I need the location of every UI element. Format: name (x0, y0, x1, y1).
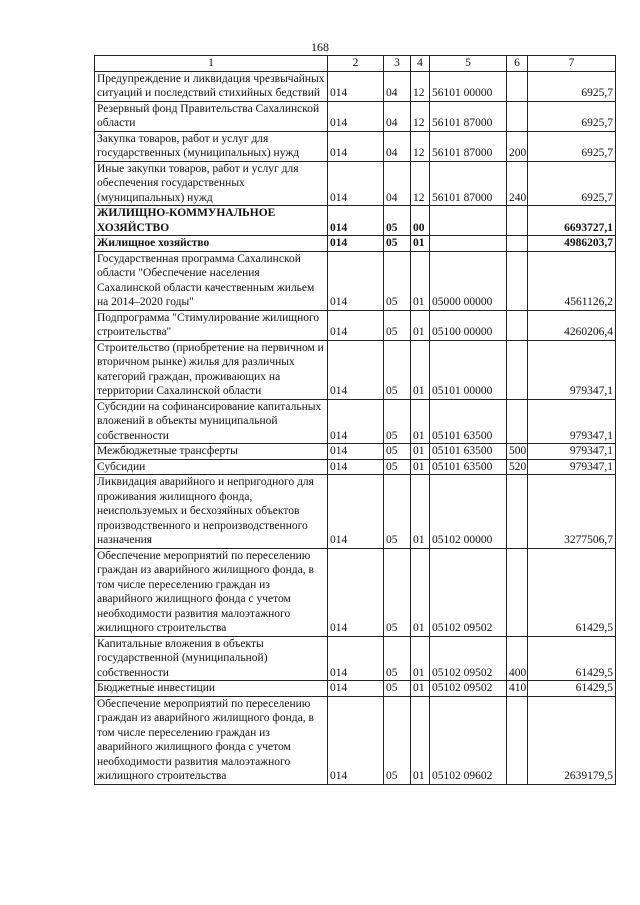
subsection-cell: 01 (411, 636, 430, 681)
target-article-cell: 05102 09602 (430, 696, 507, 784)
subsection-cell: 12 (411, 161, 430, 206)
table-row (95, 340, 616, 399)
target-article-cell: 05100 00000 (430, 310, 507, 340)
target-article-cell: 05102 09502 (430, 636, 507, 681)
admin-code-cell: 014 (328, 548, 384, 636)
target-article-cell: 56101 87000 (430, 101, 507, 131)
target-article-cell: 05101 63500 (430, 459, 507, 475)
subsection-cell: 01 (411, 696, 430, 784)
admin-code-cell: 014 (328, 71, 384, 101)
target-article-cell: 05102 09502 (430, 681, 507, 697)
target-article-cell: 05101 00000 (430, 340, 507, 399)
admin-code-cell: 014 (328, 636, 384, 681)
target-article-cell: 56101 87000 (430, 161, 507, 206)
subsection-cell: 12 (411, 71, 430, 101)
amount-cell: 3277506,7 (528, 475, 616, 549)
expense-type-cell (507, 340, 528, 399)
expense-type-cell (507, 236, 528, 252)
row-name-cell: Иные закупки товаров, работ и услуг для обеспечения государственных (муниципальных) нужд (95, 161, 328, 206)
row-name-cell: ЖИЛИЩНО-КОММУНАЛЬНОЕ ХОЗЯЙСТВО (95, 206, 328, 236)
expense-type-cell: 410 (507, 681, 528, 697)
row-name-cell: Предупреждение и ликвидация чрезвычайных ситуаций и последствий стихийных бедствий (95, 71, 328, 101)
column-header: 3 (384, 56, 411, 72)
target-article-cell: 05102 00000 (430, 475, 507, 549)
expense-type-cell (507, 399, 528, 444)
section-cell: 04 (384, 161, 411, 206)
row-name-cell: Строительство (приобретение на первичном и вторичном рынке) жилья для различных категорий граждан, проживающих на территории Сахалинской области (95, 340, 328, 399)
expense-type-cell (507, 71, 528, 101)
expense-type-cell (507, 548, 528, 636)
amount-cell: 4260206,4 (528, 310, 616, 340)
row-name-cell: Субсидии (95, 459, 328, 475)
target-article-cell: 56101 00000 (430, 71, 507, 101)
target-article-cell (430, 206, 507, 236)
expense-type-cell (507, 251, 528, 310)
amount-cell: 4561126,2 (528, 251, 616, 310)
section-cell: 05 (384, 459, 411, 475)
expense-type-cell: 200 (507, 131, 528, 161)
budget-table (94, 55, 616, 785)
column-header: 7 (528, 56, 616, 72)
amount-cell: 6925,7 (528, 71, 616, 101)
table-row (95, 696, 616, 784)
section-cell: 05 (384, 696, 411, 784)
target-article-cell: 05101 63500 (430, 399, 507, 444)
target-article-cell: 05101 63500 (430, 444, 507, 460)
amount-cell: 979347,1 (528, 399, 616, 444)
amount-cell: 6693727,1 (528, 206, 616, 236)
amount-cell: 61429,5 (528, 548, 616, 636)
amount-cell: 61429,5 (528, 681, 616, 697)
amount-cell: 979347,1 (528, 459, 616, 475)
expense-type-cell (507, 475, 528, 549)
admin-code-cell: 014 (328, 310, 384, 340)
section-cell: 05 (384, 475, 411, 549)
row-name-cell: Подпрограмма "Стимулирование жилищного строительства" (95, 310, 328, 340)
amount-cell: 2639179,5 (528, 696, 616, 784)
admin-code-cell: 014 (328, 475, 384, 549)
subsection-cell: 01 (411, 459, 430, 475)
admin-code-cell: 014 (328, 206, 384, 236)
table-row (95, 459, 616, 475)
section-cell: 05 (384, 236, 411, 252)
amount-cell: 4986203,7 (528, 236, 616, 252)
subsection-cell: 01 (411, 340, 430, 399)
page-number: 168 (311, 40, 329, 54)
subsection-cell: 01 (411, 310, 430, 340)
table-row (95, 236, 616, 252)
table-row (95, 161, 616, 206)
section-cell: 05 (384, 206, 411, 236)
amount-cell: 61429,5 (528, 636, 616, 681)
section-cell: 05 (384, 251, 411, 310)
admin-code-cell: 014 (328, 459, 384, 475)
subsection-cell: 12 (411, 131, 430, 161)
row-name-cell: Капитальные вложения в объекты государственной (муниципальной) собственности (95, 636, 328, 681)
row-name-cell: Бюджетные инвестиции (95, 681, 328, 697)
subsection-cell: 01 (411, 548, 430, 636)
expense-type-cell: 500 (507, 444, 528, 460)
table-row (95, 444, 616, 460)
target-article-cell: 05102 09502 (430, 548, 507, 636)
row-name-cell: Ликвидация аварийного и непригодного для проживания жилищного фонда, неиспользуемых и бесхозяйных объектов производственного и непроизводственного назначения (95, 475, 328, 549)
column-header: 2 (328, 56, 384, 72)
admin-code-cell: 014 (328, 236, 384, 252)
row-name-cell: Закупка товаров, работ и услуг для государственных (муниципальных) нужд (95, 131, 328, 161)
column-header: 6 (507, 56, 528, 72)
section-cell: 05 (384, 548, 411, 636)
column-header: 4 (411, 56, 430, 72)
expense-type-cell (507, 206, 528, 236)
expense-type-cell: 240 (507, 161, 528, 206)
row-name-cell: Обеспечение мероприятий по переселению граждан из аварийного жилищного фонда, в том числе переселению граждан из аварийного жилищного фонда с учетом необходимости развития малоэтажного жилищного строительства (95, 548, 328, 636)
table-row (95, 636, 616, 681)
section-cell: 05 (384, 399, 411, 444)
section-cell: 04 (384, 71, 411, 101)
admin-code-cell: 014 (328, 444, 384, 460)
table-row (95, 475, 616, 549)
amount-cell: 6925,7 (528, 161, 616, 206)
subsection-cell: 01 (411, 236, 430, 252)
section-cell: 05 (384, 310, 411, 340)
table-row (95, 681, 616, 697)
section-cell: 04 (384, 131, 411, 161)
table-body (95, 71, 616, 784)
table-row (95, 310, 616, 340)
header-row (95, 56, 616, 72)
row-name-cell: Субсидии на софинансирование капитальных вложений в объекты муниципальной собственности (95, 399, 328, 444)
expense-type-cell: 400 (507, 636, 528, 681)
expense-type-cell: 520 (507, 459, 528, 475)
target-article-cell: 05000 00000 (430, 251, 507, 310)
table-row (95, 101, 616, 131)
section-cell: 05 (384, 444, 411, 460)
subsection-cell: 01 (411, 251, 430, 310)
amount-cell: 6925,7 (528, 101, 616, 131)
admin-code-cell: 014 (328, 161, 384, 206)
amount-cell: 979347,1 (528, 444, 616, 460)
subsection-cell: 01 (411, 399, 430, 444)
expense-type-cell (507, 696, 528, 784)
expense-type-cell (507, 310, 528, 340)
section-cell: 04 (384, 101, 411, 131)
section-cell: 05 (384, 340, 411, 399)
row-name-cell: Обеспечение мероприятий по переселению граждан из аварийного жилищного фонда, в том числе переселению граждан из аварийного жилищного фонда с учетом необходимости развития малоэтажного жилищного строительства (95, 696, 328, 784)
target-article-cell (430, 236, 507, 252)
table-row (95, 206, 616, 236)
admin-code-cell: 014 (328, 399, 384, 444)
subsection-cell: 12 (411, 101, 430, 131)
table-row (95, 71, 616, 101)
subsection-cell: 01 (411, 681, 430, 697)
admin-code-cell: 014 (328, 696, 384, 784)
section-cell: 05 (384, 636, 411, 681)
table-row (95, 251, 616, 310)
admin-code-cell: 014 (328, 131, 384, 161)
row-name-cell: Жилищное хозяйство (95, 236, 328, 252)
target-article-cell: 56101 87000 (430, 131, 507, 161)
subsection-cell: 00 (411, 206, 430, 236)
table-row (95, 399, 616, 444)
row-name-cell: Резервный фонд Правительства Сахалинской области (95, 101, 328, 131)
admin-code-cell: 014 (328, 340, 384, 399)
expense-type-cell (507, 101, 528, 131)
section-cell: 05 (384, 681, 411, 697)
admin-code-cell: 014 (328, 681, 384, 697)
column-header: 5 (430, 56, 507, 72)
admin-code-cell: 014 (328, 101, 384, 131)
subsection-cell: 01 (411, 444, 430, 460)
table-row (95, 548, 616, 636)
column-header: 1 (95, 56, 328, 72)
table-row (95, 131, 616, 161)
row-name-cell: Межбюджетные трансферты (95, 444, 328, 460)
subsection-cell: 01 (411, 475, 430, 549)
amount-cell: 6925,7 (528, 131, 616, 161)
row-name-cell: Государственная программа Сахалинской области "Обеспечение населения Сахалинской области качественным жильем на 2014–2020 годы" (95, 251, 328, 310)
admin-code-cell: 014 (328, 251, 384, 310)
amount-cell: 979347,1 (528, 340, 616, 399)
